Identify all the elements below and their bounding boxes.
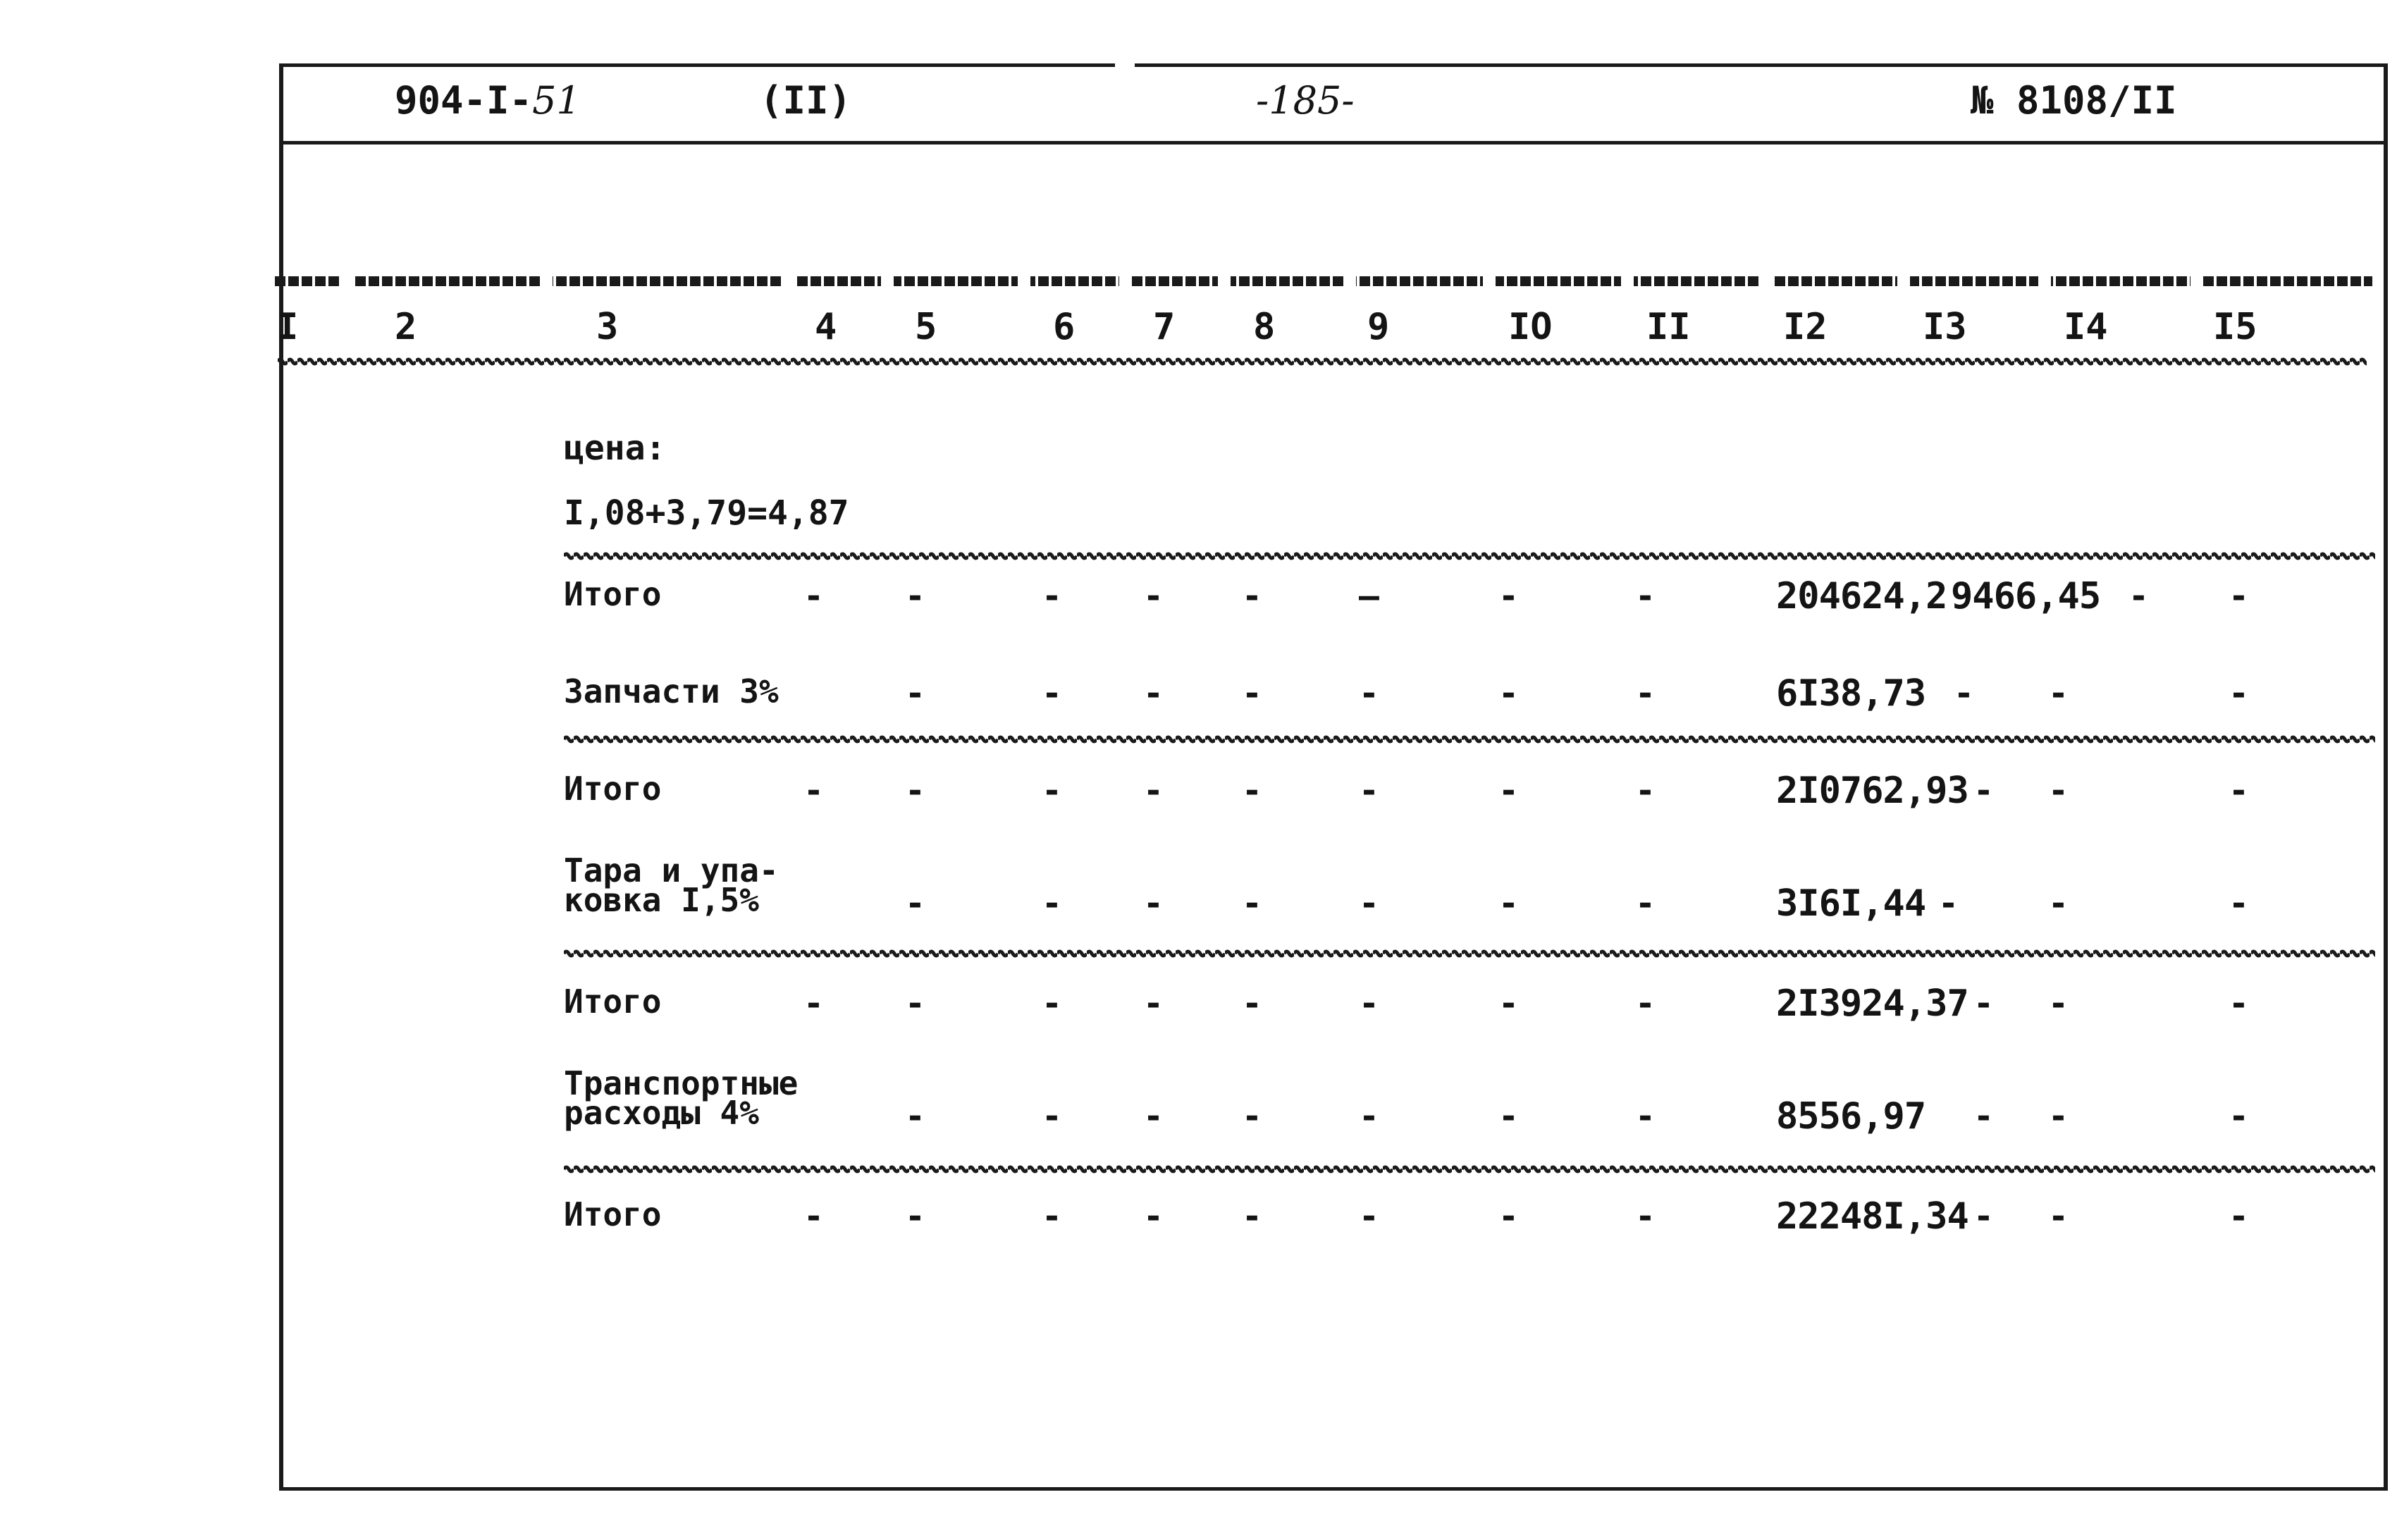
wavy-line bbox=[564, 733, 2375, 746]
dash-gap bbox=[1621, 275, 1634, 288]
cell-dash: - bbox=[905, 1197, 925, 1236]
top-border-left bbox=[279, 63, 1115, 67]
top-border-right bbox=[1135, 63, 2384, 67]
column-number: 7 bbox=[1153, 306, 1176, 348]
cell-dash: - bbox=[2229, 771, 2249, 811]
row-label: Итого bbox=[564, 770, 662, 808]
dash-gap bbox=[1343, 275, 1356, 288]
column-header-wavy-rule bbox=[278, 355, 2367, 368]
column-number: I4 bbox=[2064, 306, 2108, 348]
cell-dash: - bbox=[905, 674, 925, 713]
price-label: цена: bbox=[564, 429, 666, 468]
cell-dash: - bbox=[1498, 577, 1519, 616]
cell-dash: — bbox=[1359, 577, 1379, 616]
dash-gap bbox=[1119, 275, 1132, 288]
cell-dash: - bbox=[1938, 884, 1959, 923]
row-separator bbox=[564, 947, 2375, 960]
row-label: Итого bbox=[564, 1195, 662, 1233]
cell-dash: - bbox=[1635, 1097, 1656, 1136]
cell-dash: - bbox=[2048, 984, 2069, 1023]
cell-dash: - bbox=[1042, 884, 1062, 923]
cell-dash: - bbox=[1498, 1097, 1519, 1136]
cell-dash: - bbox=[1359, 1097, 1379, 1136]
wavy-line bbox=[278, 355, 2367, 368]
cell-dash: - bbox=[1635, 674, 1656, 713]
cell-dash: - bbox=[1143, 577, 1164, 616]
cell-dash: - bbox=[1143, 771, 1164, 811]
cell-value: 8556,97 bbox=[1776, 1095, 1926, 1138]
cell-dash: - bbox=[1042, 577, 1062, 616]
row-label: Запчасти 3% bbox=[564, 672, 779, 710]
column-number: I2 bbox=[1783, 306, 1828, 348]
cell-value: 2I0762,93 bbox=[1776, 770, 1968, 812]
row-label: Итого bbox=[564, 982, 662, 1021]
cell-dash: - bbox=[1498, 1197, 1519, 1236]
cell-dash: - bbox=[1143, 884, 1164, 923]
column-number: 3 bbox=[596, 306, 619, 348]
cell-dash: - bbox=[803, 984, 824, 1023]
row-separator bbox=[564, 550, 2375, 562]
cell-dash: - bbox=[2048, 771, 2069, 811]
doc-code-handwritten: 51 bbox=[532, 78, 581, 123]
cell-dash: - bbox=[2048, 1097, 2069, 1136]
cell-dash: - bbox=[905, 577, 925, 616]
column-number: II bbox=[1646, 306, 1691, 348]
column-number: I5 bbox=[2213, 306, 2257, 348]
cell-dash: - bbox=[1143, 984, 1164, 1023]
cell-dash: - bbox=[1042, 1197, 1062, 1236]
column-number: 4 bbox=[815, 306, 837, 348]
cell-dash: - bbox=[1042, 984, 1062, 1023]
dash-gap bbox=[340, 275, 352, 288]
part-label: (II) bbox=[760, 78, 852, 123]
dash-gap bbox=[540, 275, 553, 288]
cell-dash: - bbox=[1143, 1097, 1164, 1136]
cell-dash: - bbox=[2229, 577, 2249, 616]
dash-gap bbox=[1761, 275, 1773, 288]
doc-code bbox=[395, 78, 581, 123]
doc-code-prefix: 904-I- bbox=[395, 78, 533, 123]
dash-gap bbox=[1897, 275, 1910, 288]
cell-value: 6I38,73 bbox=[1776, 672, 1926, 715]
row-label: Транспортные расходы 4% bbox=[564, 1064, 799, 1132]
cell-dash: - bbox=[803, 1197, 824, 1236]
cell-dash: - bbox=[1143, 674, 1164, 713]
row-separator bbox=[564, 1163, 2375, 1176]
page-number: -185- bbox=[1256, 78, 1355, 123]
dash-gap bbox=[1483, 275, 1496, 288]
cell-dash: - bbox=[1635, 577, 1656, 616]
row-label: Итого bbox=[564, 575, 662, 613]
cell-dash: - bbox=[2229, 674, 2249, 713]
wavy-line bbox=[564, 550, 2375, 562]
cell-dash: - bbox=[1143, 1197, 1164, 1236]
cell-value: 204624,2 bbox=[1776, 575, 1947, 617]
row-label: Тара и упа- ковка I,5% bbox=[564, 851, 779, 919]
cell-dash: - bbox=[2048, 884, 2069, 923]
dash-gap bbox=[2190, 275, 2203, 288]
cell-dash: - bbox=[1359, 771, 1379, 811]
cell-dash: - bbox=[1635, 884, 1656, 923]
cell-dash: - bbox=[1498, 884, 1519, 923]
cell-dash: - bbox=[1498, 674, 1519, 713]
cell-dash: - bbox=[1498, 771, 1519, 811]
cell-dash: - bbox=[1973, 1097, 1994, 1136]
cell-dash: - bbox=[2048, 674, 2069, 713]
dash-gap bbox=[784, 275, 796, 288]
cell-dash: - bbox=[1635, 984, 1656, 1023]
column-number: 8 bbox=[1253, 306, 1276, 348]
cell-value: 9466,45 bbox=[1951, 575, 2101, 617]
cell-dash: - bbox=[1973, 984, 1994, 1023]
cell-dash: - bbox=[1242, 674, 1262, 713]
cell-dash: - bbox=[1242, 577, 1262, 616]
cell-dash: - bbox=[2048, 1197, 2069, 1236]
column-number: I bbox=[276, 306, 299, 348]
cell-dash: - bbox=[1973, 771, 1994, 811]
column-number: 2 bbox=[395, 306, 417, 348]
header-rule bbox=[279, 141, 2384, 144]
cell-dash: - bbox=[2128, 577, 2149, 616]
cell-value: 3I6I,44 bbox=[1776, 882, 1926, 925]
cell-dash: - bbox=[1242, 1097, 1262, 1136]
cell-dash: - bbox=[1635, 771, 1656, 811]
cell-dash: - bbox=[1359, 674, 1379, 713]
cell-dash: - bbox=[905, 771, 925, 811]
cell-dash: - bbox=[2229, 884, 2249, 923]
dash-gap bbox=[2038, 275, 2051, 288]
wavy-line bbox=[564, 1163, 2375, 1176]
column-number: 5 bbox=[915, 306, 937, 348]
cell-dash: - bbox=[1042, 771, 1062, 811]
column-number: 6 bbox=[1053, 306, 1076, 348]
wavy-line bbox=[564, 947, 2375, 960]
cell-dash: - bbox=[1973, 1197, 1994, 1236]
cell-dash: - bbox=[1359, 984, 1379, 1023]
row-separator bbox=[564, 733, 2375, 746]
cell-dash: - bbox=[905, 884, 925, 923]
cell-dash: - bbox=[1242, 984, 1262, 1023]
cell-dash: - bbox=[2229, 1197, 2249, 1236]
cell-dash: - bbox=[1359, 884, 1379, 923]
cell-dash: - bbox=[1498, 984, 1519, 1023]
column-number: 9 bbox=[1367, 306, 1390, 348]
cell-dash: - bbox=[1359, 1197, 1379, 1236]
cell-dash: - bbox=[1635, 1197, 1656, 1236]
cell-dash: - bbox=[803, 577, 824, 616]
cell-dash: - bbox=[803, 771, 824, 811]
cell-dash: - bbox=[2229, 1097, 2249, 1136]
dash-gap bbox=[1218, 275, 1231, 288]
cell-value: 22248I,34 bbox=[1776, 1195, 1968, 1238]
cell-dash: - bbox=[1042, 674, 1062, 713]
cell-dash: - bbox=[905, 984, 925, 1023]
doc-number: № 8108/II bbox=[1971, 78, 2177, 123]
column-number: I3 bbox=[1923, 306, 1967, 348]
cell-dash: - bbox=[1242, 1197, 1262, 1236]
cell-value: 2I3924,37 bbox=[1776, 982, 1968, 1025]
cell-dash: - bbox=[1242, 771, 1262, 811]
dash-gap bbox=[881, 275, 894, 288]
column-number: IO bbox=[1508, 306, 1553, 348]
dash-gap bbox=[1018, 275, 1030, 288]
cell-dash: - bbox=[905, 1097, 925, 1136]
cell-dash: - bbox=[1954, 674, 1974, 713]
cell-dash: - bbox=[2229, 984, 2249, 1023]
cell-dash: - bbox=[1042, 1097, 1062, 1136]
price-formula: I,08+3,79=4,87 bbox=[564, 493, 849, 533]
cell-dash: - bbox=[1242, 884, 1262, 923]
column-dash-rule bbox=[275, 276, 2372, 286]
